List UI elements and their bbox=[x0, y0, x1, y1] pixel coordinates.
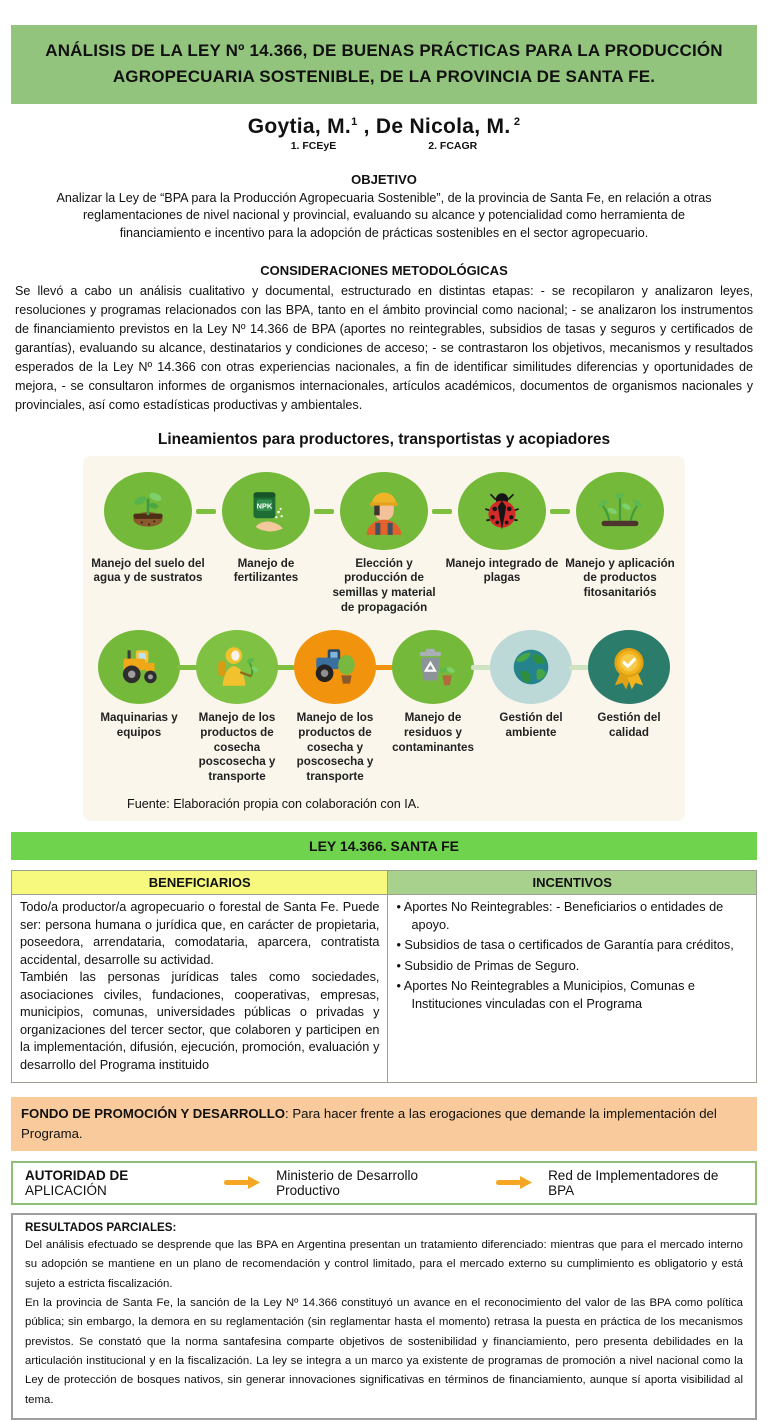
metodologia-heading: CONSIDERACIONES METODOLÓGICAS bbox=[260, 262, 508, 278]
diagram-item-label: Manejo integrado de plagas bbox=[445, 556, 559, 585]
author-1: Goytia, M. bbox=[247, 114, 352, 138]
resultados-paragraph-1: Del análisis efectuado se desprende que las BPA en Argentina presentan un tratamiento diferenciado: mientras que para el mercado interno su adopción se mantiene en un plano de recomendación y control limitado, para el mercado externo su cumplimiento es obligatorio y está sujeto a estricta fiscalización. bbox=[25, 1238, 743, 1290]
beneficiarios-cell bbox=[12, 895, 388, 1082]
diagram-item-residuos bbox=[384, 630, 482, 785]
diagram-item-fitosanitarios bbox=[561, 472, 679, 616]
poster-page bbox=[0, 25, 768, 1406]
diagram-item-label: Elección y producción de semillas y material de propagación bbox=[332, 556, 436, 615]
harvest-tractor-icon bbox=[294, 630, 376, 704]
diagram-item-ambiente bbox=[482, 630, 580, 785]
farmer-icon bbox=[340, 472, 428, 550]
authors-line bbox=[0, 115, 768, 139]
resultados-parciales-box bbox=[11, 1213, 757, 1420]
diagram-item-cosecha-1 bbox=[188, 630, 286, 785]
ley-banner: LEY 14.366. SANTA FE bbox=[11, 832, 757, 860]
seedling-soil-icon bbox=[104, 472, 192, 550]
affiliations bbox=[0, 140, 768, 152]
incentivo-item: • Subsidios de tasa o certificados de Garantía para créditos, bbox=[396, 937, 748, 955]
diagram-item-label: Manejo de fertilizantes bbox=[233, 556, 299, 585]
lineamientos-diagram bbox=[83, 456, 685, 821]
tractor-icon bbox=[98, 630, 180, 704]
ladybug-icon bbox=[458, 472, 546, 550]
incentivos-cell bbox=[388, 895, 756, 1082]
arrow-right-icon bbox=[496, 1176, 532, 1189]
diagram-row-2 bbox=[87, 630, 681, 785]
diagram-item-label: Gestión del calidad bbox=[597, 710, 661, 739]
fondo-title: FONDO DE PROMOCIÓN Y DESARROLLO bbox=[21, 1106, 286, 1122]
diagram-item-label: Gestión del ambiente bbox=[499, 710, 563, 739]
diagram-item-cosecha-2 bbox=[286, 630, 384, 785]
diagram-item-plagas bbox=[443, 472, 561, 616]
diagram-item-label: Manejo de los productos de cosecha y poscosecha y transporte bbox=[296, 710, 374, 784]
diagram-item-fertilizantes bbox=[207, 472, 325, 616]
author-separator: , bbox=[357, 114, 376, 138]
diagram-item-suelo bbox=[89, 472, 207, 616]
affiliation-1: 1. FCEyE bbox=[290, 139, 337, 152]
incentivos-list bbox=[396, 899, 748, 1013]
autoridad-label bbox=[25, 1168, 208, 1198]
objetivo-text: Analizar la Ley de “BPA para la Producción Agropecuaria Sostenible”, de la provincia de Santa Fe, en relación a otras reglamentaciones de nivel nacional y provincial, evaluando su alcance y potencialidad como herramienta de financiamiento e incentivo para la adopción de prácticas sostenibles en el sector agropecuario. bbox=[56, 190, 712, 240]
diagram-item-label: Manejo y aplicación de productos fitosanitariós bbox=[565, 556, 675, 600]
incentivo-item: • Subsidio de Primas de Seguro. bbox=[396, 958, 748, 976]
autoridad-step-1: Ministerio de Desarrollo Productivo bbox=[276, 1167, 418, 1198]
diagram-row-1 bbox=[87, 472, 681, 616]
affiliation-2: 2. FCAGR bbox=[428, 139, 478, 152]
beneficiarios-paragraph-2: También las personas jurídicas tales como sociedades, asociaciones civiles, fundaciones, cooperativas, empresas, municipios, comunas, universidades públicas o privadas y organizaciones del tercer sector, que colaboren y participen en la implementación, difusión, ejecución, promoción, evaluación y desarrollo del Programa instituido bbox=[20, 970, 380, 1072]
diagram-source-note: Fuente: Elaboración propia con colaboración con IA. bbox=[127, 797, 420, 811]
fondo-promocion-banner bbox=[11, 1097, 757, 1151]
svg-text:NPK: NPK bbox=[256, 500, 273, 510]
diagram-item-label: Maquinarias y equipos bbox=[100, 710, 178, 739]
quality-medal-icon bbox=[588, 630, 670, 704]
autoridad-step-2: Red de Implementadores de BPA bbox=[548, 1167, 719, 1198]
column-header-incentivos: INCENTIVOS bbox=[388, 871, 756, 895]
earth-globe-icon bbox=[490, 630, 572, 704]
resultados-heading: RESULTADOS PARCIALES: bbox=[25, 1220, 177, 1234]
arrow-right-icon bbox=[224, 1176, 260, 1189]
diagram-item-maquinarias bbox=[90, 630, 188, 785]
npk-fertilizer-icon bbox=[222, 472, 310, 550]
beneficiarios-incentivos-table bbox=[11, 870, 757, 1083]
diagram-item-label: Manejo del suelo del agua y de sustratos bbox=[91, 556, 205, 585]
autoridad-aplicacion-box bbox=[11, 1161, 757, 1205]
fondo-text: : Para hacer frente a las erogaciones que demande la implementación del Programa. bbox=[21, 1106, 717, 1141]
diagram-item-calidad bbox=[580, 630, 678, 785]
incentivo-item: • Aportes No Reintegrables a Municipios, Comunas e Instituciones vinculadas con el Programa bbox=[396, 978, 748, 1013]
autoridad-label-regular: APLICACIÓN bbox=[25, 1182, 107, 1198]
diagram-item-label: Manejo de los productos de cosecha poscosecha y transporte bbox=[198, 710, 276, 784]
incentivo-item: • Aportes No Reintegrables: - Beneficiarios o entidades de apoyo. bbox=[396, 899, 748, 934]
crop-plants-icon bbox=[576, 472, 664, 550]
poster-title: ANÁLISIS DE LA LEY Nº 14.366, DE BUENAS PRÁCTICAS PARA LA PRODUCCIÓN AGROPECUARIA SOSTENIBLE, DE LA PROVINCIA DE SANTA FE. bbox=[11, 25, 757, 104]
diagram-item-label: Manejo de residuos y contaminantes bbox=[392, 710, 474, 754]
diagram-item-semillas bbox=[325, 472, 443, 616]
author-2: De Nicola, M. bbox=[375, 114, 511, 138]
author-1-superscript: 1 bbox=[351, 115, 358, 128]
recycle-bin-icon bbox=[392, 630, 474, 704]
autoridad-label-bold: AUTORIDAD DE bbox=[25, 1167, 129, 1183]
column-header-beneficiarios: BENEFICIARIOS bbox=[12, 871, 388, 895]
beneficiarios-paragraph-1: Todo/a productor/a agropecuario o forestal de Santa Fe. Puede ser: persona humana o jurídica que, en carácter de propietaria, poseedora, arrendataria, comodataria, aparcera, contratista accidental, desarrolle su actividad. bbox=[20, 900, 380, 967]
diagram-title: Lineamientos para productores, transportistas y acopiadores bbox=[157, 430, 611, 448]
author-2-superscript: 2 bbox=[510, 115, 521, 128]
sprayer-suit-icon bbox=[196, 630, 278, 704]
resultados-paragraph-2: En la provincia de Santa Fe, la sanción de la Ley Nº 14.366 constituyó un avance en el reconocimiento del valor de las BPA como política pública; sin embargo, la demora en su reglamentación (sin reglamentar hasta el momento) retrasa la puesta en práctica de los mecanismos previstos. Se constató que la norma santafesina comparte objetivos de sostenibilidad y financiamiento, pero presenta debilidades en la articulación institucional y en la fiscalización. La ley se integra a un marco ya existente de programas de promoción a nivel nacional como la Ley de protección de bosques nativos, sin generar innovaciones significativas en términos de financiamiento, aunque sí aporta visibilidad al tema. bbox=[25, 1296, 743, 1406]
metodologia-text: Se llevó a cabo un análisis cualitativo y documental, estructurado en distintas etapas: - se recopilaron y analizaron leyes, resoluciones y programas relacionados con las BPA, tanto en el ámbito provincial como nacional; - se analizaron los instrumentos de financiamiento previstos en la Ley Nº 14.366 de BPA (aportes no reintegrables, subsidios de tasas y seguros y certificados de garantías), evaluando su alcance, destinatarios y condiciones de acceso; - se contrastaron los objetivos, mecanismos y resultados esperados de la Ley Nº 14.366 con otras experiencias nacionales, a fin de identificar similitudes diferencias y oportunidades de mejora, - se consultaron informes de organismos internacionales, artículos académicos, documentos de organismos nacionales y provinciales, así como estadísticas productivas y ambientales. bbox=[15, 283, 753, 413]
objetivo-heading: OBJETIVO bbox=[351, 171, 417, 187]
